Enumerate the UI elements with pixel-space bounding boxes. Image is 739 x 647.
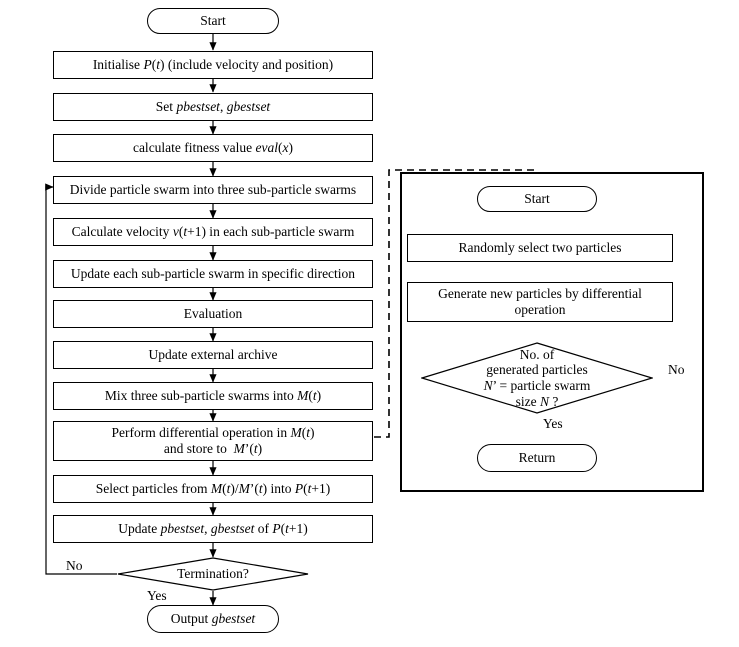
label-sub-yes: Yes	[543, 416, 563, 431]
node-update-sub-swarm-label: Update each sub-particle swarm in specific direction	[70, 266, 356, 282]
node-differential-operation-label-1: Perform differential operation in M(t)	[111, 425, 315, 441]
node-update-pbest-gbest	[53, 515, 373, 543]
label-termination-no: No	[66, 558, 83, 573]
node-start	[147, 8, 279, 34]
node-fitness-label: calculate fitness value eval(x)	[132, 140, 294, 156]
sub-node-return-label: Return	[518, 450, 556, 466]
node-divide-swarm-label: Divide particle swarm into three sub-particle swarms	[69, 182, 357, 198]
sub-node-count-label	[421, 342, 653, 414]
sub-count-line-2: generated particles	[486, 362, 588, 378]
sub-node-start-label: Start	[524, 191, 550, 207]
sub-node-generate-particles-label-1: Generate new particles by differential	[438, 286, 642, 302]
node-start-label: Start	[200, 13, 226, 29]
sub-node-select-two-particles	[407, 234, 673, 262]
sub-node-start	[477, 186, 597, 212]
node-select-particles-label: Select particles from M(t)/M’(t) into P(t+1)	[95, 481, 331, 497]
label-termination-yes: Yes	[147, 588, 167, 603]
node-calculate-velocity	[53, 218, 373, 246]
sub-count-line-1: No. of	[519, 346, 555, 362]
sub-node-count-decision	[421, 342, 653, 414]
sub-node-return	[477, 444, 597, 472]
node-output-label: Output gbestset	[170, 611, 256, 627]
node-output	[147, 605, 279, 633]
node-update-archive-label: Update external archive	[148, 347, 278, 363]
node-termination-decision	[117, 557, 309, 591]
node-initialise	[53, 51, 373, 79]
node-evaluation-label: Evaluation	[183, 306, 243, 322]
sub-node-generate-particles	[407, 282, 673, 322]
sub-node-select-two-particles-label: Randomly select two particles	[458, 240, 622, 256]
node-evaluation	[53, 300, 373, 328]
sub-count-line-4: size N ?	[515, 393, 559, 409]
node-select-particles	[53, 475, 373, 503]
node-update-archive	[53, 341, 373, 369]
node-set-best-label: Set pbestset, gbestset	[155, 99, 271, 115]
node-update-pbest-gbest-label: Update pbestset, gbestset of P(t+1)	[118, 521, 308, 537]
node-update-sub-swarm	[53, 260, 373, 288]
node-fitness	[53, 134, 373, 162]
node-divide-swarm	[53, 176, 373, 204]
node-mix-swarms-label: Mix three sub-particle swarms into M(t)	[104, 388, 322, 404]
node-termination-label: Termination?	[177, 566, 249, 582]
sub-count-line-3: N’ = particle swarm	[483, 378, 591, 393]
node-mix-swarms	[53, 382, 373, 410]
label-sub-no: No	[668, 362, 685, 377]
node-calculate-velocity-label: Calculate velocity v(t+1) in each sub-particle swarm	[71, 224, 355, 240]
node-set-best	[53, 93, 373, 121]
sub-node-generate-particles-label-2: operation	[514, 302, 566, 317]
node-differential-operation	[53, 421, 373, 461]
node-differential-operation-label-2: and store to M’(t)	[163, 441, 263, 456]
node-initialise-label: Initialise P(t) (include velocity and position)	[92, 57, 334, 73]
